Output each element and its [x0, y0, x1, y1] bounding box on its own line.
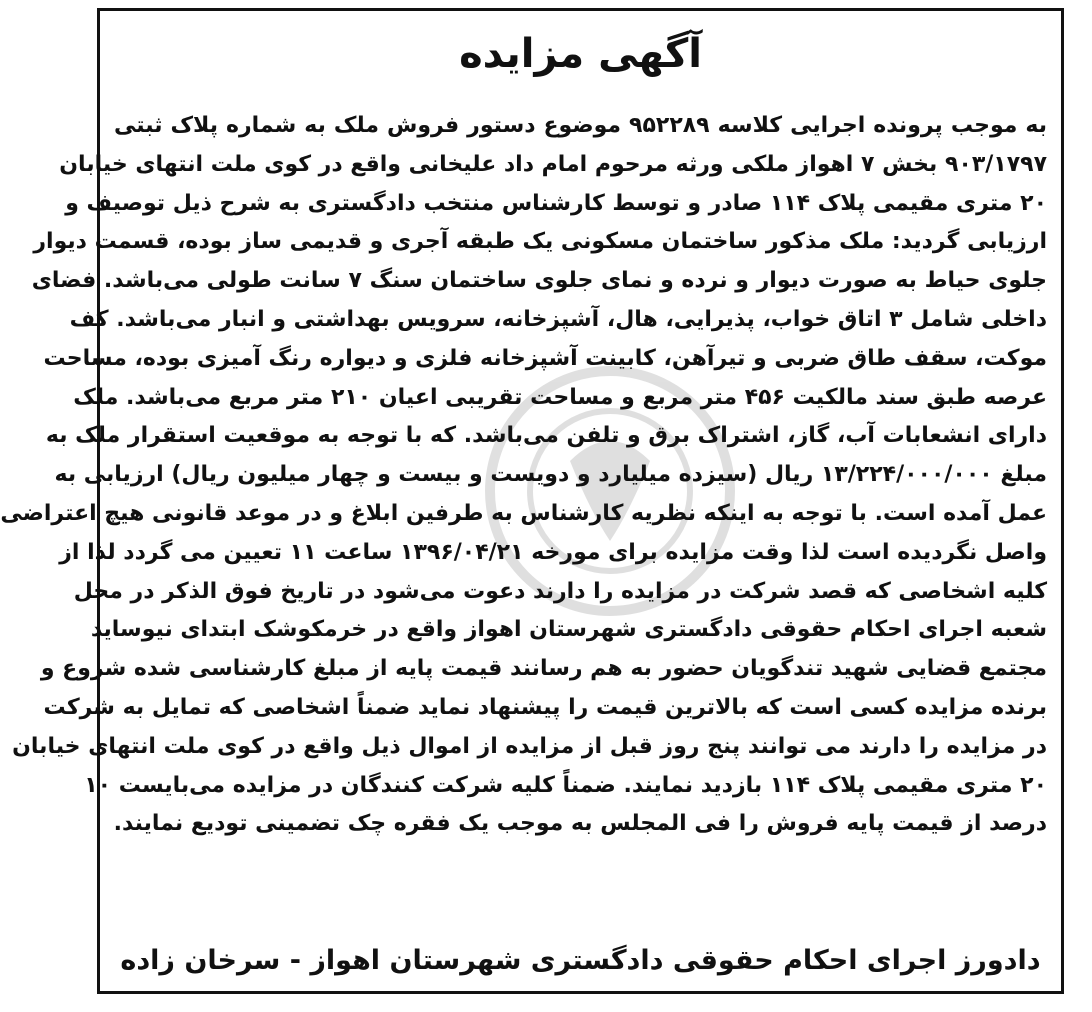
- notice-signature: دادورز اجرای احکام حقوقی دادگستری شهرستان اهواز - سرخان زاده: [120, 945, 1041, 976]
- notice-body-line: موکت، سقف طاق ضربی و تیرآهن، کابینت آشپزخانه فلزی و دیواره رنگ آمیزی بوده، مساحت: [43, 345, 1047, 371]
- notice-body-line: ۹۰۳/۱۷۹۷ بخش ۷ اهواز ملکی ورثه مرحوم امام داد علیخانی واقع در کوی ملت انتهای خیابان: [59, 151, 1047, 177]
- notice-body-line: ۲۰ متری مقیمی پلاک ۱۱۴ صادر و توسط کارشناس منتخب دادگستری به شرح ذیل توصیف و: [65, 190, 1047, 216]
- notice-body-line: جلوی حیاط به صورت دیوار و نرده و نمای جلوی ساختمان سنگ ۷ سانت طولی می‌باشد. فضای: [31, 268, 1047, 294]
- notice-body-line: ارزیابی گردید: ملک مذکور ساختمان مسکونی یک طبقه آجری و قدیمی ساز بوده، قسمت دیوار: [33, 229, 1047, 255]
- notice-body-line: عمل آمده است. با توجه به اینکه نظریه کارشناس به طرفین ابلاغ و در موعد قانونی هیچ اعتراضی: [0, 500, 1047, 526]
- notice-body-line: واصل نگردیده است لذا وقت مزایده برای مورخه ۱۳۹۶/۰۴/۲۱ ساعت ۱۱ تعیین می گردد لذا از: [59, 539, 1047, 565]
- notice-body-line: شعبه اجرای احکام حقوقی دادگستری شهرستان اهواز واقع در خرمکوشک ابتدای نیوساید: [90, 617, 1047, 643]
- notice-body-line: درصد از قیمت پایه فروش را فی المجلس به موجب یک فقره چک تضمینی تودیع نمایند.: [113, 811, 1047, 837]
- notice-title: آگهی مزایده: [459, 31, 702, 77]
- notice-body: [0, 107, 1047, 844]
- notice-body-line: عرصه طبق سند مالکیت ۴۵۶ متر مربع و مساحت تقریبی اعیان ۲۱۰ متر مربع می‌باشد. ملک: [73, 384, 1047, 410]
- notice-body-line: ۲۰ متری مقیمی پلاک ۱۱۴ بازدید نمایند. ضمناً کلیه شرکت کنندگان در مزایده می‌بایست ۱۰: [84, 772, 1047, 798]
- notice-body-line: به موجب پرونده اجرایی کلاسه ۹۵۲۲۸۹ موضوع دستور فروش ملک به شماره پلاک ثبتی: [114, 113, 1047, 138]
- notice-body-line: داخلی شامل ۳ اتاق خواب، پذیرایی، هال، آشپزخانه، سرویس بهداشتی و انبار می‌باشد. کف: [69, 306, 1047, 332]
- notice-body-line: کلیه اشخاصی که قصد شرکت در مزایده را دارند دعوت می‌شود در تاریخ فوق الذکر در محل: [73, 578, 1047, 604]
- notice-body-line: مبلغ ۱۳/۲۲۴/۰۰۰/۰۰۰ ریال (سیزده میلیارد و دویست و بیست و چهار میلیون ریال) ارزیابی به: [54, 462, 1047, 488]
- notice-frame: [0, 8, 1064, 994]
- notice-body-line: در مزایده را دارند می توانند پنج روز قبل از مزایده از اموال ذیل واقع در کوی ملت انتهای خیابان: [12, 733, 1047, 759]
- notice-body-line: دارای انشعابات آب، گاز، اشتراک برق و تلفن می‌باشد. که با توجه به موقعیت استقرار ملک به: [45, 423, 1047, 449]
- notice-body-line: مجتمع قضایی شهید تندگویان حضور به هم رسانند قیمت پایه از مبلغ کارشناسی شده شروع و: [40, 656, 1047, 682]
- notice-body-line: برنده مزایده کسی است که بالاترین قیمت را پیشنهاد نماید ضمناً اشخاصی که تمایل به شرکت: [43, 694, 1047, 720]
